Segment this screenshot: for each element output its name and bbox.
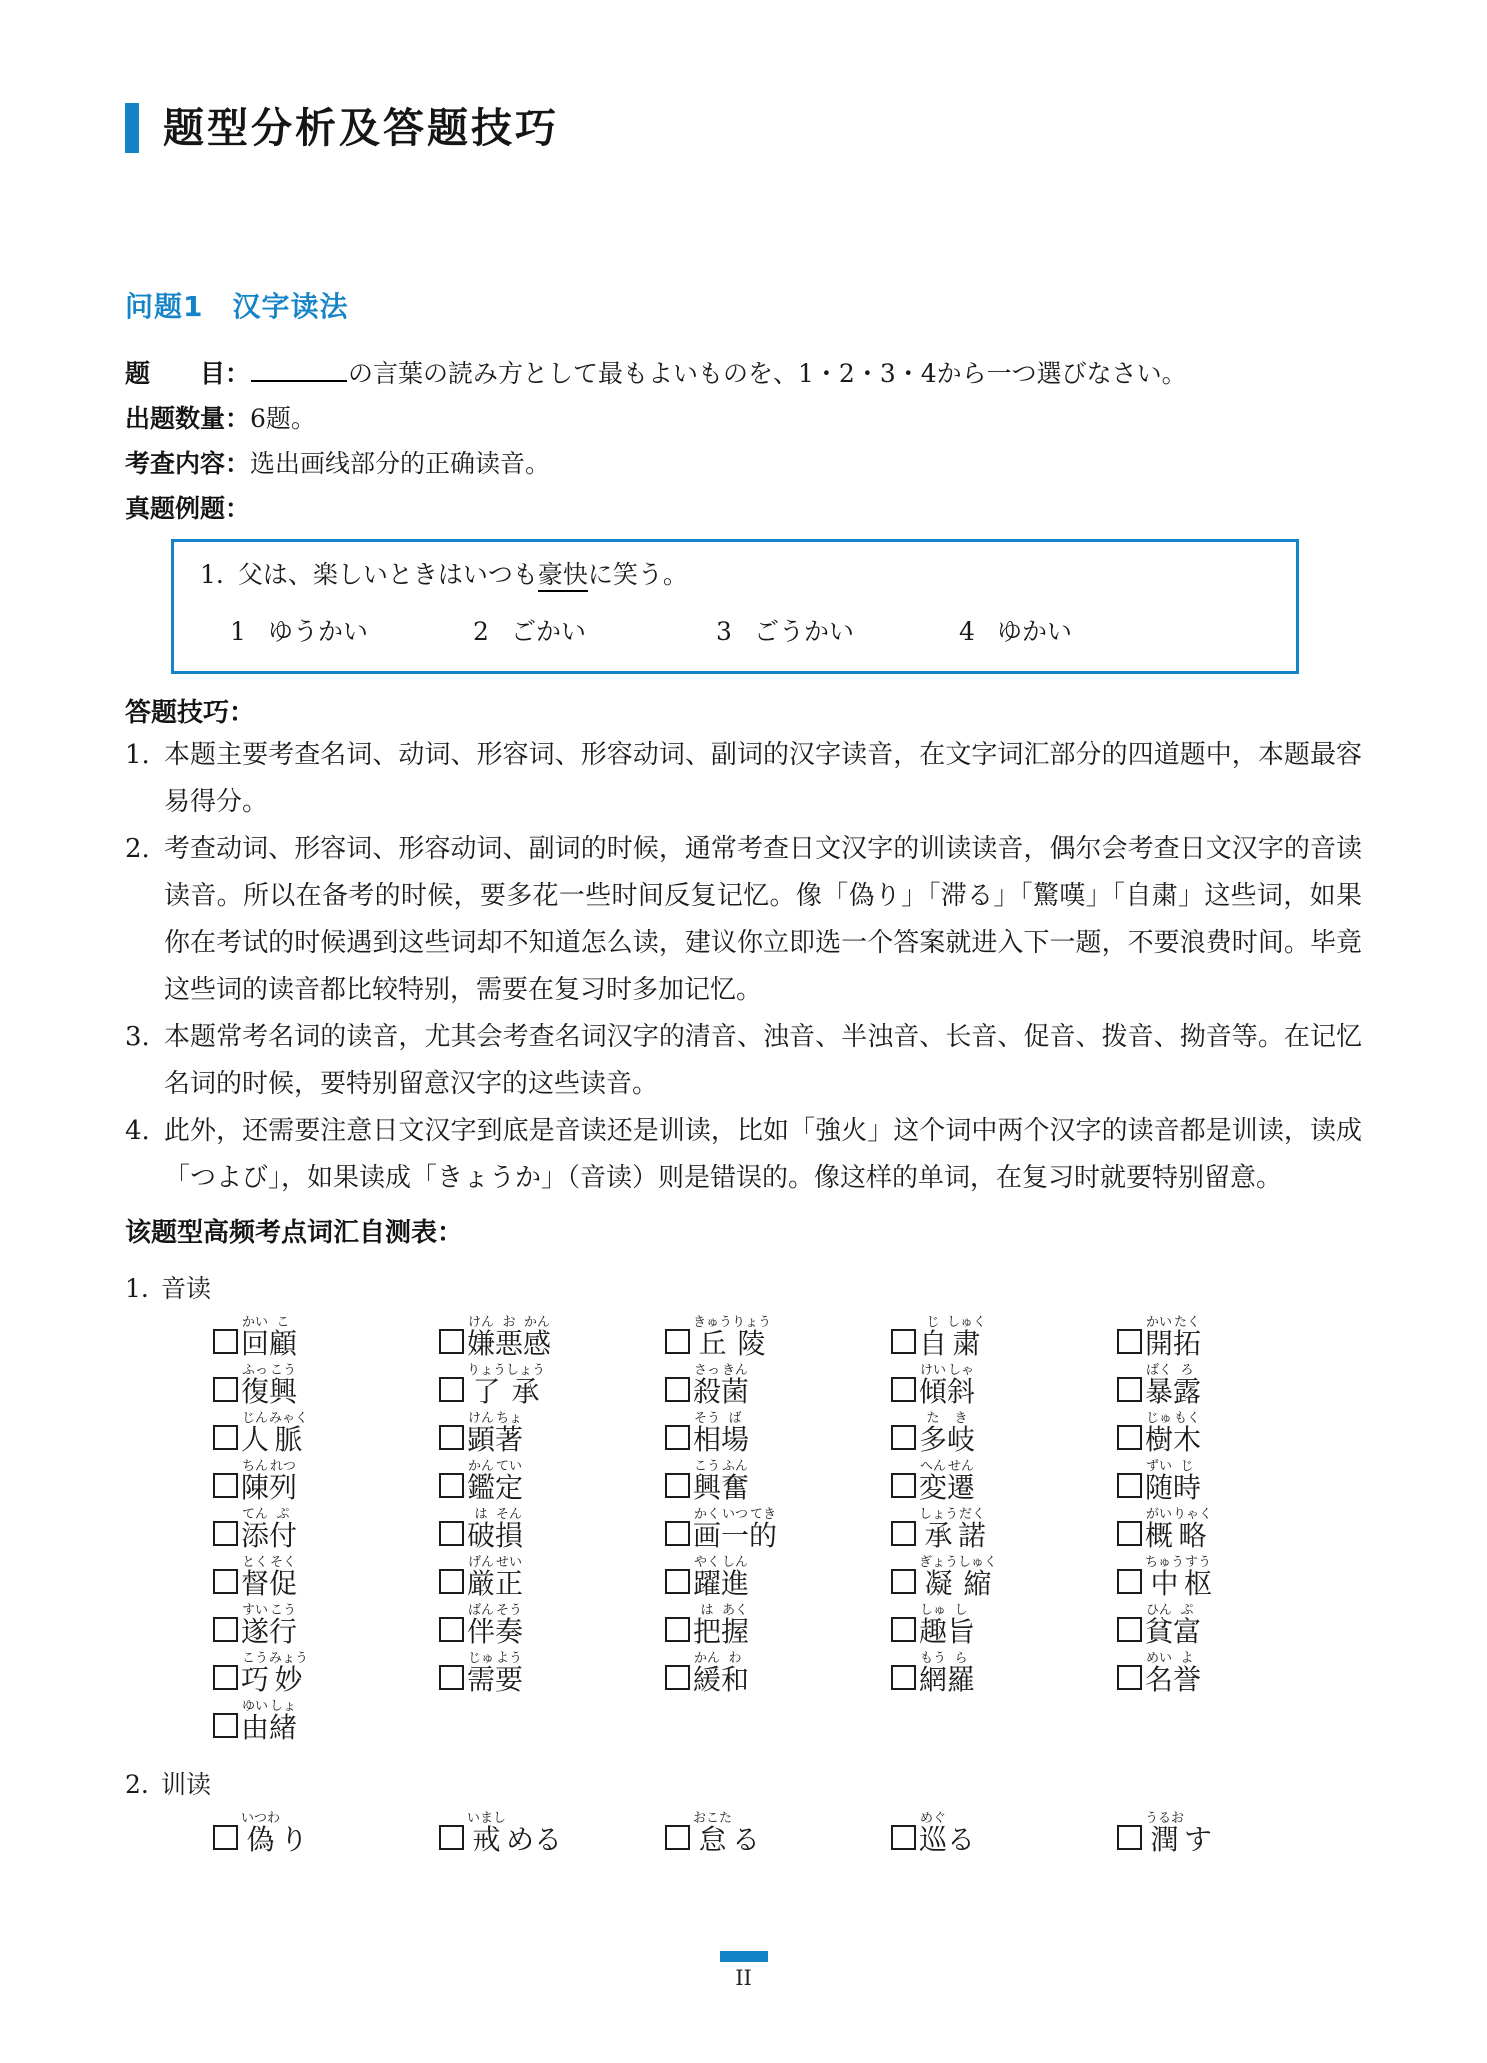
tips-list [125, 732, 1362, 1202]
checkbox-icon [891, 1473, 916, 1498]
vocab-word [665, 1811, 891, 1854]
option-2 [473, 617, 716, 647]
checkbox-icon [213, 1425, 238, 1450]
vocab-heading: 该题型高频考点词汇自测表： [125, 1218, 464, 1248]
checkbox-icon [439, 1521, 464, 1546]
word-with-furigana: 多た岐き [919, 1410, 976, 1456]
example-box [171, 539, 1299, 674]
word-with-furigana: 顕けん著ちょ [467, 1410, 524, 1456]
checkbox-icon [213, 1521, 238, 1546]
okurigana: り [280, 1822, 309, 1856]
vocab-word [439, 1315, 665, 1358]
vocab-word [213, 1459, 439, 1502]
checkbox-icon [665, 1425, 690, 1450]
checkbox-icon [665, 1521, 690, 1546]
checkbox-icon [439, 1665, 464, 1690]
vocab-word [665, 1555, 891, 1598]
checkbox-icon [213, 1329, 238, 1354]
vocab-word [1117, 1363, 1343, 1406]
count-value: 6题。 [250, 404, 316, 433]
option-3 [716, 617, 959, 647]
question-label: 题 目： [125, 359, 251, 388]
vocab-word [439, 1363, 665, 1406]
meta-block [125, 351, 1362, 531]
example-sentence-post: に笑う。 [587, 560, 688, 589]
word-with-furigana: 名めい誉よ [1145, 1650, 1202, 1696]
option-2-num: 2 [473, 617, 489, 646]
word-with-furigana: 由ゆい緒しょ [241, 1698, 298, 1744]
word-with-furigana: 陳ちん列れつ [241, 1458, 298, 1504]
vocab-group-2-label [125, 1769, 1362, 1801]
vocab-word [891, 1603, 1117, 1646]
word-with-furigana: 暴ばく露ろ [1145, 1362, 1202, 1408]
meta-row-example-label [125, 486, 1362, 531]
onyomi-word-grid [125, 1310, 1362, 1742]
word-with-furigana: 凝ぎょう縮しゅく [919, 1554, 998, 1600]
word-with-furigana: 興こう奮ふん [693, 1458, 750, 1504]
vocab-word [1117, 1603, 1343, 1646]
checkbox-icon [439, 1329, 464, 1354]
vocab-word [1117, 1811, 1343, 1854]
word-with-furigana: 嫌けん悪お感かん [467, 1314, 552, 1360]
vocab-word [891, 1507, 1117, 1550]
tip-item-4 [125, 1108, 1362, 1202]
count-label: 出题数量： [125, 404, 251, 433]
question-value [250, 351, 1187, 396]
example-options [200, 617, 1276, 647]
tip-4-num: 4. [125, 1116, 150, 1146]
content-value: 选出画线部分的正确读音。 [250, 449, 551, 478]
checkbox-icon [439, 1425, 464, 1450]
word-with-furigana: 丘きゅう陵りょう [693, 1314, 772, 1360]
vocab-word [665, 1363, 891, 1406]
checkbox-icon [1117, 1473, 1142, 1498]
tip-3-num: 3. [125, 1022, 150, 1052]
vocab-word [439, 1555, 665, 1598]
word-with-furigana: 偽いつわ [241, 1810, 281, 1856]
word-with-furigana: 怠おこた [693, 1810, 733, 1856]
checkbox-icon [213, 1713, 238, 1738]
checkbox-icon [665, 1569, 690, 1594]
vocab-word [439, 1411, 665, 1454]
checkbox-icon [213, 1569, 238, 1594]
tip-1-text: 本题主要考查名词、动词、形容词、形容动词、副词的汉字读音，在文字词汇部分的四道题中，本题最容易得分。 [164, 740, 1362, 817]
word-with-furigana: 自じ粛しゅく [919, 1314, 987, 1360]
checkbox-icon [891, 1377, 916, 1402]
vocab-word [891, 1459, 1117, 1502]
vocab-word [665, 1603, 891, 1646]
checkbox-icon [213, 1617, 238, 1642]
checkbox-icon [213, 1377, 238, 1402]
checkbox-icon [665, 1473, 690, 1498]
tip-2-num: 2. [125, 834, 150, 864]
vocab-word [665, 1411, 891, 1454]
option-4-num: 4 [959, 617, 975, 646]
okurigana: す [1184, 1822, 1213, 1856]
option-1-text: ゆうかい [268, 617, 369, 646]
word-with-furigana: 督とく促そく [241, 1554, 298, 1600]
checkbox-icon [665, 1329, 690, 1354]
word-with-furigana: 傾けい斜しゃ [919, 1362, 976, 1408]
example-label: 真题例题： [125, 494, 251, 523]
vocab-word [213, 1555, 439, 1598]
checkbox-icon [439, 1473, 464, 1498]
chapter-title-row [125, 0, 1362, 153]
title-accent-bar [125, 103, 139, 153]
checkbox-icon [213, 1825, 238, 1850]
word-with-furigana: 趣しゅ旨し [919, 1602, 976, 1648]
question-text: の言葉の読み方として最もよいものを、1・2・3・4から一つ選びなさい。 [348, 359, 1187, 388]
okurigana: る [732, 1822, 761, 1856]
vocab-word [213, 1603, 439, 1646]
tip-3-text: 本题常考名词的读音，尤其会考查名词汉字的清音、浊音、半浊音、长音、促音、拨音、拗音等。在记忆名词的时候，要特别留意汉字的这些读音。 [164, 1022, 1362, 1099]
vocab-word [213, 1811, 439, 1854]
vocab-group-2-title: 训读 [161, 1770, 212, 1799]
option-4 [959, 617, 1072, 647]
checkbox-icon [1117, 1425, 1142, 1450]
vocab-word [439, 1651, 665, 1694]
word-with-furigana: 変へん遷せん [919, 1458, 976, 1504]
tip-item-2 [125, 826, 1362, 1014]
option-2-text: ごかい [511, 617, 587, 646]
vocab-word [1117, 1507, 1343, 1550]
okurigana: る [947, 1822, 976, 1856]
vocab-word [1117, 1411, 1343, 1454]
checkbox-icon [891, 1521, 916, 1546]
word-with-furigana: 随ずい時じ [1145, 1458, 1202, 1504]
tip-2-text: 考查动词、形容词、形容动词、副词的时候，通常考查日文汉字的训读读音，偶尔会考查日文汉字的音读读音。所以在备考的时候，要多花一些时间反复记忆。像「偽り」「滞る」「驚嘆」「自粛」这些词，如果你在考试的时候遇到这些词却不知道怎么读，建议你立即选一个答案就进入下一题，不要浪费时间。毕竟这些词的读音都比较特别，需要在复习时多加记忆。 [164, 834, 1362, 1005]
vocab-group-1-label [125, 1273, 1362, 1305]
word-with-furigana: 開かい拓たく [1145, 1314, 1202, 1360]
vocab-word [213, 1315, 439, 1358]
meta-row-content [125, 441, 1362, 486]
checkbox-icon [665, 1617, 690, 1642]
word-with-furigana: 戒いまし [467, 1810, 507, 1856]
vocab-word [439, 1459, 665, 1502]
checkbox-icon [891, 1425, 916, 1450]
word-with-furigana: 破は損そん [467, 1506, 524, 1552]
page-content [125, 0, 1362, 1854]
example-sentence-pre: 父は、楽しいときはいつも [237, 560, 538, 589]
checkbox-icon [1117, 1521, 1142, 1546]
checkbox-icon [1117, 1377, 1142, 1402]
checkbox-icon [891, 1329, 916, 1354]
checkbox-icon [439, 1825, 464, 1850]
word-with-furigana: 需じゅ要よう [467, 1650, 524, 1696]
vocab-word [665, 1507, 891, 1550]
checkbox-icon [439, 1377, 464, 1402]
vocab-word [213, 1507, 439, 1550]
vocab-word [213, 1363, 439, 1406]
tip-4-text: 此外，还需要注意日文汉字到底是音读还是训读，比如「強火」这个词中两个汉字的读音都是训读，读成「つよび」，如果读成「きょうか」（音读）则是错误的。像这样的单词，在复习时就要特别留意。 [164, 1116, 1362, 1193]
tip-item-3 [125, 1014, 1362, 1108]
word-with-furigana: 巡めぐ [919, 1810, 948, 1856]
word-with-furigana: 中ちゅう枢すう [1145, 1554, 1213, 1600]
checkbox-icon [1117, 1665, 1142, 1690]
checkbox-icon [1117, 1825, 1142, 1850]
vocab-word [213, 1411, 439, 1454]
footer-page-number: II [735, 1966, 752, 1990]
tip-1-num: 1. [125, 740, 150, 770]
checkbox-icon [665, 1665, 690, 1690]
word-with-furigana: 回かい顧こ [241, 1314, 298, 1360]
word-with-furigana: 網もう羅ら [919, 1650, 976, 1696]
checkbox-icon [213, 1473, 238, 1498]
word-with-furigana: 緩かん和わ [693, 1650, 750, 1696]
word-with-furigana: 潤うるお [1145, 1810, 1185, 1856]
word-with-furigana: 承しょう諾だく [919, 1506, 987, 1552]
word-with-furigana: 殺さっ菌きん [693, 1362, 750, 1408]
tip-item-1 [125, 732, 1362, 826]
vocab-word [891, 1811, 1117, 1854]
vocab-word [891, 1315, 1117, 1358]
word-with-furigana: 概がい略りゃく [1145, 1506, 1213, 1552]
vocab-word [891, 1363, 1117, 1406]
vocab-word [891, 1651, 1117, 1694]
checkbox-icon [1117, 1569, 1142, 1594]
vocab-word [1117, 1315, 1343, 1358]
word-with-furigana: 巧こう妙みょう [241, 1650, 309, 1696]
word-with-furigana: 伴ばん奏そう [467, 1602, 524, 1648]
word-with-furigana: 躍やく進しん [693, 1554, 750, 1600]
vocab-word [891, 1555, 1117, 1598]
word-with-furigana: 復ふっ興こう [241, 1362, 298, 1408]
vocab-word [439, 1811, 665, 1854]
checkbox-icon [891, 1825, 916, 1850]
meta-row-question [125, 351, 1362, 396]
vocab-word [665, 1651, 891, 1694]
word-with-furigana: 添てん付ぷ [241, 1506, 298, 1552]
question-blank [251, 358, 347, 382]
word-with-furigana: 相そう場ば [693, 1410, 750, 1456]
word-with-furigana: 画かく一いつ的てき [693, 1506, 778, 1552]
vocab-word [1117, 1555, 1343, 1598]
footer-accent-bar [720, 1951, 768, 1962]
example-underlined-word: 豪快 [538, 560, 588, 592]
okurigana: める [506, 1822, 563, 1856]
section-heading: 问题1 汉字读法 [125, 290, 349, 323]
option-4-text: ゆかい [997, 617, 1073, 646]
vocab-group-2-num: 2. [125, 1770, 149, 1799]
option-1 [230, 617, 473, 647]
vocab-word [439, 1507, 665, 1550]
checkbox-icon [439, 1617, 464, 1642]
example-sentence [200, 560, 1276, 590]
checkbox-icon [891, 1569, 916, 1594]
option-3-text: ごうかい [754, 617, 855, 646]
vocab-word [213, 1651, 439, 1694]
word-with-furigana: 遂すい行こう [241, 1602, 298, 1648]
vocab-word [439, 1603, 665, 1646]
checkbox-icon [1117, 1617, 1142, 1642]
checkbox-icon [665, 1377, 690, 1402]
vocab-word [665, 1459, 891, 1502]
vocab-word [1117, 1651, 1343, 1694]
word-with-furigana: 樹じゅ木もく [1145, 1410, 1202, 1456]
word-with-furigana: 貧ひん富ぷ [1145, 1602, 1202, 1648]
vocab-group-1-title: 音读 [161, 1274, 212, 1303]
vocab-word [891, 1411, 1117, 1454]
word-with-furigana: 了りょう承しょう [467, 1362, 546, 1408]
word-with-furigana: 鑑かん定てい [467, 1458, 524, 1504]
kunyomi-word-grid [125, 1806, 1362, 1854]
vocab-word [213, 1699, 439, 1742]
checkbox-icon [1117, 1329, 1142, 1354]
checkbox-icon [891, 1617, 916, 1642]
vocab-word [1117, 1459, 1343, 1502]
meta-row-count [125, 396, 1362, 441]
word-with-furigana: 人じん脈みゃく [241, 1410, 309, 1456]
checkbox-icon [891, 1665, 916, 1690]
option-1-num: 1 [230, 617, 246, 646]
content-label: 考查内容： [125, 449, 251, 478]
word-with-furigana: 把は握あく [693, 1602, 750, 1648]
checkbox-icon [213, 1665, 238, 1690]
tips-heading: 答题技巧： [125, 698, 256, 728]
option-3-num: 3 [716, 617, 732, 646]
example-number: 1. [200, 560, 224, 589]
checkbox-icon [665, 1825, 690, 1850]
checkbox-icon [439, 1569, 464, 1594]
page-title: 题型分析及答题技巧 [163, 103, 559, 152]
vocab-word [665, 1315, 891, 1358]
vocab-group-1-num: 1. [125, 1274, 149, 1303]
word-with-furigana: 厳げん正せい [467, 1554, 524, 1600]
